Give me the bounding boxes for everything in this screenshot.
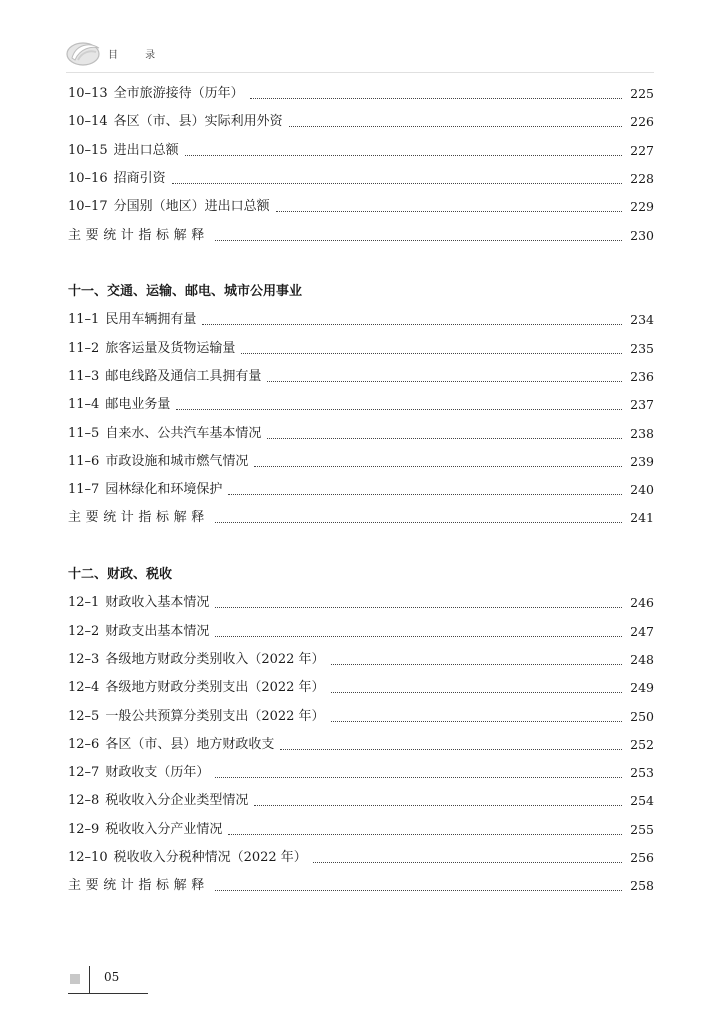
toc-entry-number: 11–5 [68, 425, 100, 441]
toc-entry[interactable] [68, 197, 654, 217]
toc-entry-page: 225 [630, 86, 654, 101]
toc-entry-title: 各级地方财政分类别支出（2022 年） [105, 680, 325, 696]
toc-entry-title: 进出口总额 [113, 142, 179, 158]
toc-entry[interactable] [68, 876, 654, 896]
dot-leader [185, 155, 623, 156]
toc-entry[interactable] [68, 169, 654, 189]
logo-icon [66, 38, 102, 68]
toc-entry-title: 财政收入基本情况 [105, 595, 210, 611]
toc-entry-number: 11–3 [68, 368, 100, 384]
toc-entry-number: 11–6 [68, 453, 100, 469]
dot-leader [176, 409, 622, 410]
toc-entry-number: 12–6 [68, 736, 100, 752]
toc-entry-title: 主要统计指标解释 [68, 510, 209, 526]
toc-entry-page: 230 [630, 227, 654, 243]
dot-leader [241, 353, 622, 354]
dot-leader [215, 636, 622, 637]
footer-divider-vertical [89, 966, 90, 994]
dot-leader [250, 98, 623, 99]
toc-entry-title: 旅客运量及货物运输量 [105, 340, 236, 356]
toc-entry-page: 258 [630, 878, 654, 894]
dot-leader [331, 721, 623, 722]
toc-entry-page: 253 [630, 765, 654, 781]
toc-entry-page: 250 [630, 708, 654, 724]
toc-entry-number: 11–1 [68, 312, 100, 328]
toc-entry-number: 12–4 [68, 680, 100, 696]
toc-entry[interactable] [68, 395, 654, 415]
toc-entry[interactable] [68, 480, 654, 500]
dot-leader [215, 240, 622, 241]
toc-entry-number: 12–5 [68, 708, 100, 724]
dot-leader [172, 183, 623, 184]
dot-leader [215, 890, 622, 891]
toc-entry[interactable] [68, 141, 654, 161]
toc-entry-title: 邮电业务量 [105, 397, 171, 413]
dot-leader [202, 324, 622, 325]
toc-entry[interactable] [68, 112, 654, 132]
dot-leader [267, 381, 622, 382]
toc-entry-number: 12–8 [68, 793, 100, 809]
toc-entry[interactable] [68, 678, 654, 698]
toc-entry[interactable] [68, 763, 654, 783]
toc-entry-number: 12–7 [68, 765, 100, 781]
toc-entry-page: 256 [630, 850, 654, 865]
toc-entry-number: 12–10 [68, 850, 108, 865]
dot-leader [215, 777, 622, 778]
toc-entry-title: 主要统计指标解释 [68, 878, 209, 894]
dot-leader [289, 126, 623, 127]
toc-entry[interactable] [68, 310, 654, 330]
toc-entry[interactable] [68, 820, 654, 840]
toc-entry[interactable] [68, 452, 654, 472]
running-header-title: 目 录 [108, 50, 168, 61]
toc-entry-title: 税收收入分税种情况（2022 年） [113, 850, 307, 865]
toc-entry-number: 12–3 [68, 651, 100, 667]
toc-entry-number: 11–2 [68, 340, 100, 356]
section-heading: 十二、财政、税收 [68, 567, 173, 582]
toc-entry-title: 财政支出基本情况 [105, 623, 210, 639]
toc-entry-page: 237 [630, 397, 654, 413]
toc-entry-number: 11–7 [68, 482, 100, 498]
toc-entry-page: 236 [630, 368, 654, 384]
header-divider [66, 72, 654, 73]
toc-entry[interactable] [68, 367, 654, 387]
toc-entry-title: 主要统计指标解释 [68, 227, 209, 243]
toc-entry-title: 各级地方财政分类别收入（2022 年） [105, 651, 325, 667]
toc-entry-page: 255 [630, 821, 654, 837]
toc-entry-number: 11–4 [68, 397, 100, 413]
footer-square-icon [70, 974, 80, 984]
toc-entry-title: 自来水、公共汽车基本情况 [105, 425, 262, 441]
toc-entry-page: 234 [630, 312, 654, 328]
dot-leader [331, 692, 623, 693]
toc-entry-page: 248 [630, 651, 654, 667]
toc-entry-page: 252 [630, 736, 654, 752]
dot-leader [215, 522, 622, 523]
dot-leader [331, 664, 623, 665]
toc-entry-page: 228 [630, 170, 654, 186]
toc-entry-title: 民用车辆拥有量 [105, 312, 197, 328]
toc-entry[interactable] [68, 339, 654, 359]
dot-leader [228, 494, 622, 495]
toc-entry-page: 239 [630, 453, 654, 469]
toc-entry-page: 240 [630, 482, 654, 498]
toc-entry[interactable] [68, 650, 654, 670]
toc-entry[interactable] [68, 848, 654, 868]
toc-entry-page: 246 [630, 595, 654, 611]
toc-entry-title: 全市旅游接待（历年） [113, 86, 244, 101]
toc-entry-title: 分国别（地区）进出口总额 [113, 199, 270, 215]
toc-entry-number: 10–13 [68, 86, 108, 101]
toc-entry[interactable] [68, 707, 654, 727]
toc-entry-title: 税收收入分企业类型情况 [105, 793, 249, 809]
toc-entry[interactable] [68, 226, 654, 246]
toc-entry-page: 241 [630, 510, 654, 526]
dot-leader [280, 749, 622, 750]
dot-leader [313, 862, 622, 863]
toc-entry-title: 税收收入分产业情况 [105, 821, 223, 837]
toc-entry-number: 10–14 [68, 114, 108, 130]
toc-entry-number: 12–1 [68, 595, 100, 611]
section-heading: 十一、交通、运输、邮电、城市公用事业 [68, 284, 303, 299]
toc-entry-title: 各区（市、县）实际利用外资 [113, 114, 283, 130]
toc-entry[interactable] [68, 735, 654, 755]
toc-entry-title: 邮电线路及通信工具拥有量 [105, 368, 262, 384]
toc-entry-number: 10–15 [68, 142, 108, 158]
toc-entry-title: 一般公共预算分类别支出（2022 年） [105, 708, 325, 724]
dot-leader [276, 211, 623, 212]
toc-entry[interactable] [68, 84, 654, 104]
toc-entry-number: 10–16 [68, 170, 108, 186]
toc-entry[interactable] [68, 424, 654, 444]
toc-entry-title: 财政收支（历年） [105, 765, 210, 781]
toc-entry-page: 254 [630, 793, 654, 809]
dot-leader [228, 834, 622, 835]
toc-entry-number: 12–2 [68, 623, 100, 639]
toc-entry-number: 12–9 [68, 821, 100, 837]
toc-entry-page: 229 [630, 199, 654, 215]
toc-entry[interactable] [68, 593, 654, 613]
toc-entry-page: 238 [630, 425, 654, 441]
toc-entry-page: 247 [630, 623, 654, 639]
toc-entry-number: 10–17 [68, 199, 108, 215]
toc-entry-page: 227 [630, 142, 654, 158]
dot-leader [267, 438, 622, 439]
toc-entry-title: 园林绿化和环境保护 [105, 482, 223, 498]
toc-entry-title: 市政设施和城市燃气情况 [105, 453, 249, 469]
toc-entry-title: 招商引资 [113, 170, 166, 186]
toc-entry-title: 各区（市、县）地方财政收支 [105, 736, 275, 752]
dot-leader [254, 466, 622, 467]
dot-leader [215, 607, 622, 608]
toc-entry[interactable] [68, 791, 654, 811]
footer-divider-horizontal [68, 993, 148, 994]
toc-entry-page: 235 [630, 340, 654, 356]
page-number: 05 [104, 970, 120, 984]
toc-entry-page: 249 [630, 680, 654, 696]
toc-entry[interactable] [68, 508, 654, 528]
toc-entry[interactable] [68, 622, 654, 642]
toc-entry-page: 226 [630, 114, 654, 130]
dot-leader [254, 805, 622, 806]
